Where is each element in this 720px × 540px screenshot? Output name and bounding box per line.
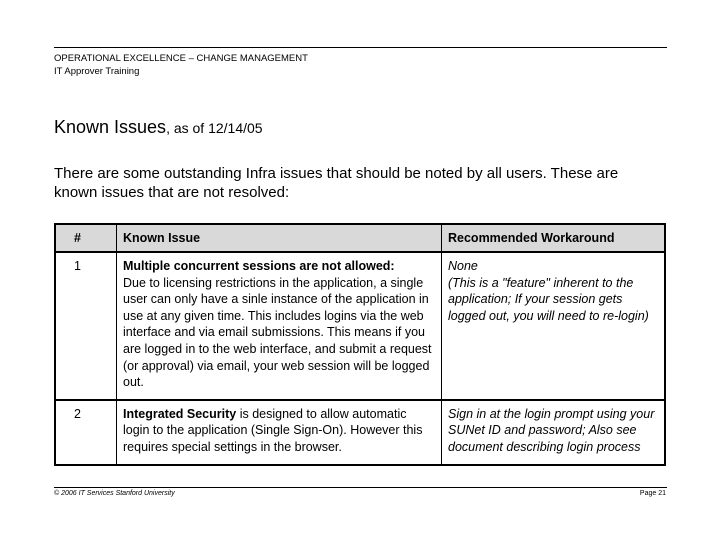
issue-description: is designed to allow automatic login to the application (Single Sign-On). However this requires special settings in the browser. bbox=[123, 406, 423, 454]
table-row bbox=[55, 252, 665, 400]
intro-paragraph: There are some outstanding Infra issues that should be noted by all users. These are known issues that are not resolved: bbox=[54, 165, 619, 201]
header-workaround: Recommended Workaround bbox=[442, 224, 666, 252]
issue-title: Integrated Security bbox=[123, 406, 237, 421]
workaround-cell bbox=[442, 400, 666, 465]
workaround-cell bbox=[442, 252, 666, 400]
footer-copyright: © 2006 IT Services Stanford University bbox=[54, 490, 175, 497]
footer-rule bbox=[54, 487, 667, 488]
known-issues-table bbox=[54, 223, 666, 466]
row-number: 1 bbox=[55, 252, 117, 400]
workaround-text: Sign in at the login prompt using your SUNet ID and password; Also see document describing login process bbox=[448, 406, 655, 454]
title-main: Known Issues bbox=[54, 117, 167, 137]
title-date: , as of 12/14/05 bbox=[166, 120, 263, 136]
table-row bbox=[55, 400, 665, 465]
page-title bbox=[54, 116, 263, 139]
workaround-text: None bbox=[448, 259, 478, 273]
issue-description: Due to licensing restrictions in the application, a single user can only have a sinle instance of the application in use at any given time. This includes logins via the web interface and via email submissions. This means if you are logged in to the web interface, and submit a request (or approval) via email, your web session will be logged out. bbox=[123, 275, 432, 390]
issue-title: Multiple concurrent sessions are not allowed: bbox=[123, 259, 395, 273]
row-number: 2 bbox=[55, 400, 117, 465]
table-header-row bbox=[55, 224, 665, 252]
issue-cell bbox=[117, 400, 442, 465]
page-number: Page 21 bbox=[639, 490, 666, 497]
header-line-1: OPERATIONAL EXCELLENCE – CHANGE MANAGEMENT bbox=[54, 53, 308, 64]
header-known-issue: Known Issue bbox=[117, 224, 442, 252]
header-rule bbox=[54, 47, 667, 48]
workaround-note: (This is a "feature" inherent to the application; If your session gets logged out, you will need to re-login) bbox=[448, 275, 649, 323]
issue-cell bbox=[117, 252, 442, 400]
header-line-2: IT Approver Training bbox=[54, 66, 140, 77]
document-header bbox=[54, 52, 308, 78]
header-number: # bbox=[55, 224, 117, 252]
